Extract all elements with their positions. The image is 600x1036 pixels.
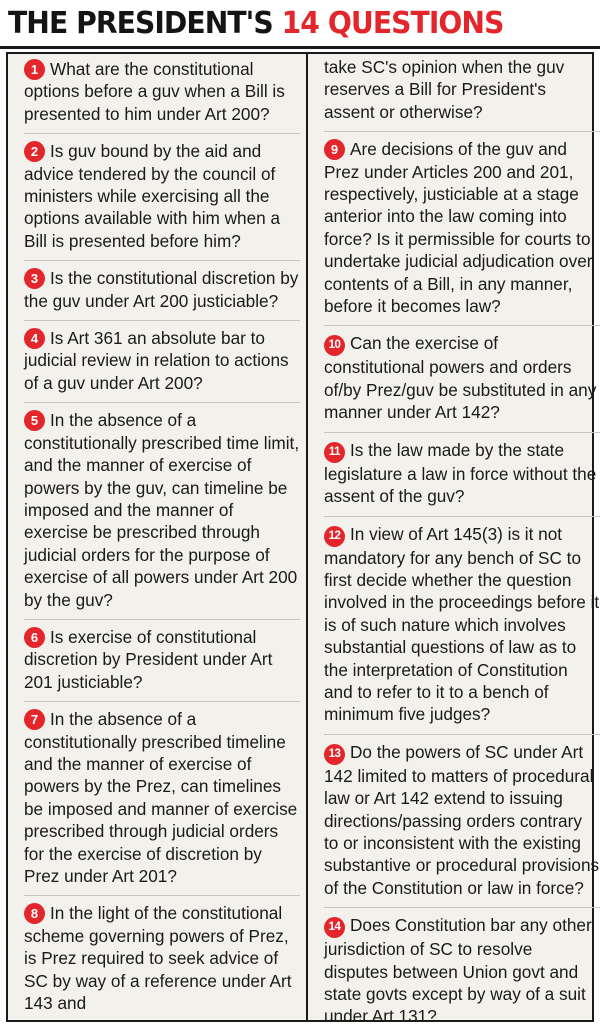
number-badge: 10	[324, 335, 345, 356]
question-text: In the absence of a constitutionally prescribed time limit, and the manner of exercise of powers by the guv, can timeline be imposed and the manner of exercise be prescribed through judicial orders for the purpose of exercise of all powers under Art 200 by the guv?	[24, 410, 300, 610]
question-item	[324, 734, 600, 907]
question-item	[24, 402, 300, 619]
question-text: Is Art 361 an absolute bar to judicial review in relation to actions of a guv under Art 200?	[24, 328, 289, 393]
title-main: THE PRESIDENT'S	[8, 6, 282, 41]
number-badge: 7	[24, 709, 45, 730]
number-badge: 8	[24, 903, 45, 924]
question-text: Is guv bound by the aid and advice tendered by the council of ministers while exercising all the options available with him when a Bill is presented before him?	[24, 141, 281, 251]
number-badge: 9	[324, 139, 345, 160]
number-badge: 2	[24, 141, 45, 162]
question-continuation	[324, 52, 600, 131]
number-badge: 12	[324, 526, 345, 547]
number-badge: 1	[24, 59, 45, 80]
question-item	[324, 907, 600, 1036]
question-text: In the absence of a constitutionally prescribed timeline and the manner of exercise of powers by the Prez, can timelines be imposed and manner of exercise prescribed through judicial orders for the exercise of discretion by Prez under Art 201?	[24, 709, 298, 886]
question-item	[24, 320, 300, 402]
question-text: In view of Art 145(3) is it not mandatory for any bench of SC to first decide whether the question involved in the proceedings before it is of such nature which involves substantial questions of law as to the interpretation of Constitution and to refer to it to a bench of minimum five judges?	[324, 523, 600, 725]
title-rule	[0, 46, 600, 49]
question-text: Is the law made by the state legislature a law in force without the assent of the guv?	[324, 439, 597, 507]
question-item	[24, 619, 300, 701]
column-divider	[306, 52, 308, 1022]
question-text: Are decisions of the guv and Prez under Articles 200 and 201, respectively, justiciable at a stage anterior into the law coming into force? Is it permissible for courts to undertake judicial adjudication over contents of a Bill, in any manner, before it becomes law?	[324, 139, 593, 317]
number-badge: 13	[324, 744, 345, 765]
question-item	[324, 131, 600, 325]
right-column	[324, 52, 600, 1036]
question-text: What are the constitutional options before a guv when a Bill is presented to him under Art 200?	[24, 59, 285, 124]
number-badge: 5	[24, 410, 45, 431]
question-item	[324, 432, 600, 516]
title-highlight: 14 QUESTIONS	[281, 6, 504, 41]
question-item	[24, 52, 300, 133]
question-item	[24, 895, 300, 1022]
left-column	[24, 52, 300, 1022]
question-text: Can the exercise of constitutional powers and orders of/by Prez/guv be substituted in any manner under Art 142?	[324, 333, 597, 423]
question-item	[24, 133, 300, 260]
question-item	[24, 701, 300, 895]
question-text: Do the powers of SC under Art 142 limited to matters of procedural law or Art 142 extend to issuing directions/passing orders contrary to or inconsistent with the existing substantive or procedural provisions of the Constitution or law in force?	[324, 741, 600, 898]
question-text: take SC's opinion when the guv reserves a Bill for President's assent or otherwise?	[324, 57, 565, 122]
number-badge: 6	[24, 627, 45, 648]
number-badge: 3	[24, 268, 45, 289]
question-item	[324, 516, 600, 734]
page-title	[8, 4, 503, 44]
question-text: In the light of the constitutional scheme governing powers of Prez, is Prez required to seek advice of SC by way of a reference under Art 143 and	[24, 903, 292, 1014]
number-badge: 4	[24, 328, 45, 349]
question-text: Is the constitutional discretion by the guv under Art 200 justiciable?	[24, 268, 299, 311]
question-text: Is exercise of constitutional discretion by President under Art 201 justiciable?	[24, 626, 273, 692]
number-badge: 11	[324, 442, 345, 463]
question-item	[324, 325, 600, 431]
question-item	[24, 260, 300, 320]
number-badge: 14	[324, 917, 345, 938]
question-text: Does Constitution bar any other jurisdiction of SC to resolve disputes between Union govt and state govts except by way of a suit under Art 131?	[324, 915, 592, 1027]
